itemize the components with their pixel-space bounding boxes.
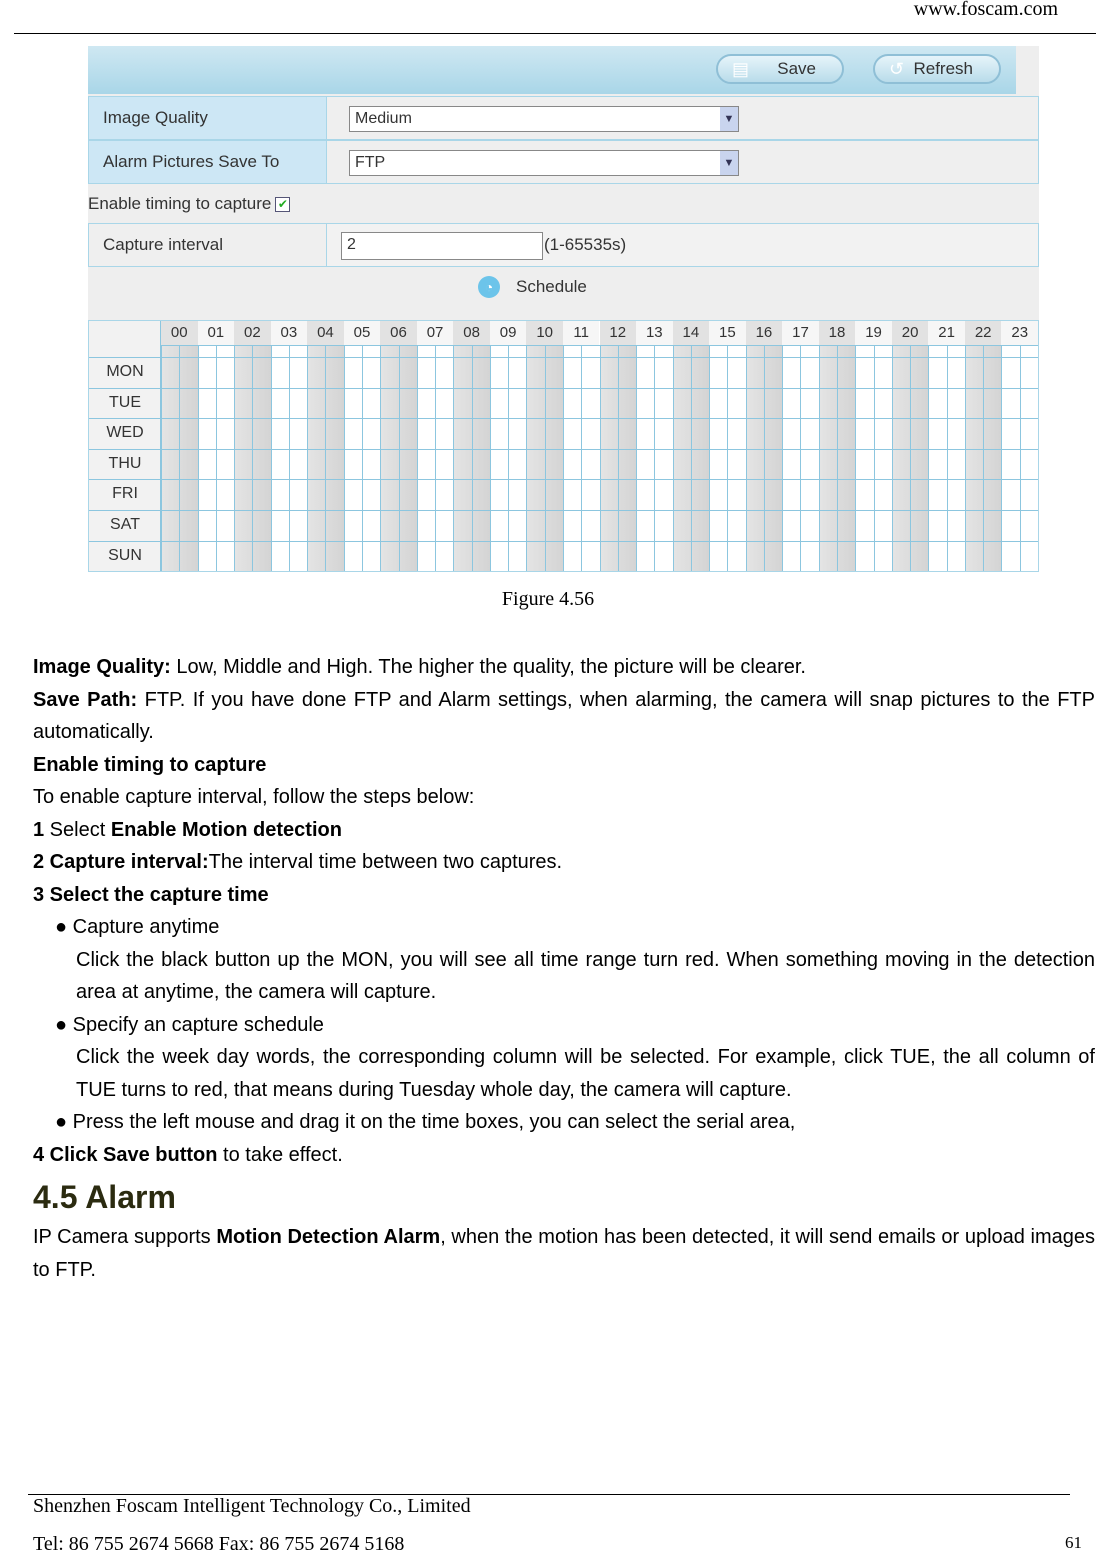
schedule-grid[interactable]	[88, 320, 1039, 572]
et-desc: To enable capture interval, follow the steps below:	[33, 786, 475, 808]
hour-label[interactable]: 02	[234, 321, 271, 345]
hour-label[interactable]: 00	[161, 321, 198, 345]
toolbar	[88, 46, 1016, 94]
hour-label[interactable]: 03	[271, 321, 308, 345]
clock-icon: ◔	[478, 276, 500, 298]
half-hour-divider	[289, 345, 290, 571]
day-row-divider	[89, 449, 1038, 450]
footer-contact: Tel: 86 755 2674 5668 Fax: 86 755 2674 5168	[33, 1533, 405, 1555]
schedule-label: Schedule	[516, 277, 587, 296]
save-button[interactable]	[716, 54, 844, 84]
step3-bold: 3 Select the capture time	[33, 883, 269, 906]
day-label[interactable]: TUE	[109, 393, 141, 411]
body-text: Image Quality: Low, Middle and High. The higher the quality, the picture will be clearer. Save Path: FTP. If you have done FTP and Alarm settings, when alarming, the camera will snap pictures to the FTP automatically. Enable timing to capture To enable capture interval, follow the steps below: 1 Select Enable Motion detection 2 Capture interval:The interval time between two captures. 3 Select the capture time ● Capture anytime Click the black button up the MON, you will see all time range turn red. When something moving in the detection area at anytime, the camera will capture. ● Specify an capture schedule Click the week day words, the corresponding column will be selected. For example, click TUE, the all column of TUE turns to red, that means during Tuesday whole day, the camera will capture. ● Press the left mouse and drag it on the time boxes, you can select the serial area, 4 Click Save button to take effect. 4.5 Alarm IP Camera supports Motion Detection Alarm, when the motion has been detected, it will send emails or upload images to FTP.	[33, 656, 1096, 1281]
save-to-row	[88, 140, 1039, 184]
hour-label[interactable]: 08	[453, 321, 490, 345]
day-row-divider	[89, 357, 1038, 358]
alarm-bold: Motion Detection Alarm	[216, 1226, 441, 1248]
bullet-2-desc: Click the week day words, the corresponding column will be selected. For example, click TUE, the all column of TUE turns to red, that means during Tuesday whole day, the camera will capture.	[76, 1046, 1095, 1101]
image-quality-label: Image Quality	[89, 97, 327, 139]
page-number: 61	[1065, 1533, 1082, 1552]
half-hour-divider	[399, 345, 400, 571]
half-hour-divider	[179, 345, 180, 571]
hour-label[interactable]: 19	[855, 321, 892, 345]
day-label[interactable]: SAT	[110, 516, 140, 533]
half-hour-divider	[581, 345, 582, 571]
capture-interval-range: (1-65535s)	[544, 235, 627, 254]
half-hour-divider	[874, 345, 875, 571]
bullet-3: Press the left mouse and drag it on the time boxes, you can select the serial area,	[72, 1111, 796, 1133]
capture-interval-row	[88, 223, 1039, 267]
enable-timing	[88, 194, 290, 214]
iq-term: Image Quality:	[33, 656, 171, 678]
half-hour-divider	[216, 345, 217, 571]
half-hour-divider	[325, 345, 326, 571]
image-quality-row	[88, 96, 1039, 140]
half-hour-divider	[362, 345, 363, 571]
step4-bold: 4 Click Save button	[33, 1143, 218, 1166]
day-label[interactable]: THU	[108, 454, 142, 472]
figure-caption: Figure 4.56	[501, 588, 595, 610]
refresh-icon: ↺	[889, 59, 905, 79]
day-row-divider	[89, 388, 1038, 389]
half-hour-divider	[508, 345, 509, 571]
alarm-text-1: IP Camera supports	[33, 1226, 217, 1248]
half-hour-divider	[727, 345, 728, 571]
image-quality-select[interactable]	[349, 106, 739, 132]
hour-label[interactable]: 11	[563, 321, 600, 345]
refresh-button[interactable]	[873, 54, 1001, 84]
save-icon: ▤	[732, 59, 750, 79]
step4-text: to take effect.	[217, 1143, 343, 1166]
half-hour-divider	[837, 345, 838, 571]
chevron-down-icon: ▼	[720, 151, 738, 175]
hour-label[interactable]: 01	[198, 321, 235, 345]
hour-label[interactable]: 04	[307, 321, 344, 345]
save-to-value: FTP	[355, 154, 386, 171]
hour-label[interactable]: 20	[892, 321, 929, 345]
hour-label[interactable]: 09	[490, 321, 527, 345]
day-label[interactable]: FRI	[112, 485, 138, 503]
section-heading: 4.5 Alarm	[33, 1179, 176, 1215]
sp-term: Save Path:	[33, 688, 138, 711]
bullet-1: Capture anytime	[72, 916, 220, 938]
half-hour-divider	[618, 345, 619, 571]
enable-timing-checkbox[interactable]: ✔	[275, 197, 290, 212]
half-hour-divider	[910, 345, 911, 571]
day-label[interactable]: SUN	[108, 546, 142, 564]
hour-label[interactable]: 06	[380, 321, 417, 345]
alarm-text-2: , when the motion has been detected, it will send emails or upload images to FTP.	[33, 1226, 1096, 1281]
half-hour-divider	[252, 345, 253, 571]
hour-label[interactable]: 17	[782, 321, 819, 345]
half-hour-divider	[545, 345, 546, 571]
half-hour-divider	[654, 345, 655, 571]
half-hour-divider	[691, 345, 692, 571]
hour-label[interactable]: 18	[819, 321, 856, 345]
step2-bold: 2 Capture interval:	[33, 851, 209, 873]
hour-label[interactable]: 13	[636, 321, 673, 345]
sp-desc: FTP. If you have done FTP and Alarm settings, when alarming, the camera will snap pictures to the FTP automatically.	[33, 688, 1095, 743]
hour-label[interactable]: 23	[1001, 321, 1038, 345]
save-to-select[interactable]	[349, 150, 739, 176]
half-hour-divider	[764, 345, 765, 571]
schedule-heading	[478, 276, 587, 298]
day-label[interactable]: WED	[106, 424, 144, 442]
step1-bold: Enable Motion detection	[110, 818, 342, 841]
bullet-1-desc: Click the black button up the MON, you will see all time range turn red. When something moving in the detection area at anytime, the camera will capture.	[76, 948, 1095, 1003]
header-rule	[14, 33, 1096, 34]
step1-text: Select	[44, 818, 111, 841]
et-heading: Enable timing to capture	[33, 753, 267, 776]
hour-label[interactable]: 05	[344, 321, 381, 345]
save-label: Save	[777, 59, 816, 78]
hour-label[interactable]: 15	[709, 321, 746, 345]
hour-label[interactable]: 16	[746, 321, 783, 345]
step1-num: 1	[33, 818, 45, 841]
half-hour-divider	[800, 345, 801, 571]
half-hour-divider	[1020, 345, 1021, 571]
refresh-label: Refresh	[913, 59, 973, 78]
step2-text: The interval time between two captures.	[208, 851, 563, 873]
hour-label[interactable]: 12	[600, 321, 637, 345]
hour-label[interactable]: 21	[928, 321, 965, 345]
day-row-divider	[89, 541, 1038, 542]
hour-label[interactable]: 22	[965, 321, 1002, 345]
iq-desc: Low, Middle and High. The higher the quality, the picture will be clearer.	[170, 656, 806, 678]
half-hour-divider	[472, 345, 473, 571]
enable-timing-label: Enable timing to capture	[88, 194, 272, 213]
day-row-divider	[89, 418, 1038, 419]
half-hour-divider	[983, 345, 984, 571]
day-row-divider	[89, 479, 1038, 480]
half-hour-divider	[435, 345, 436, 571]
settings-screenshot	[88, 46, 1039, 572]
day-row-divider	[89, 510, 1038, 511]
half-hour-divider	[947, 345, 948, 571]
day-label[interactable]: MON	[106, 363, 144, 380]
hour-label[interactable]: 10	[526, 321, 563, 345]
capture-interval-label: Capture interval	[89, 224, 327, 266]
save-to-label: Alarm Pictures Save To	[89, 141, 327, 183]
header-website: www.foscam.com	[913, 0, 1058, 20]
hour-label[interactable]: 14	[673, 321, 710, 345]
image-quality-value: Medium	[355, 110, 412, 127]
footer-company: Shenzhen Foscam Intelligent Technology Co., Limited	[33, 1495, 471, 1517]
hour-label[interactable]: 07	[417, 321, 454, 345]
bullet-2: Specify an capture schedule	[72, 1013, 324, 1036]
capture-interval-input[interactable]: 2	[341, 232, 543, 260]
sub-header	[161, 345, 1038, 357]
chevron-down-icon: ▼	[720, 107, 738, 131]
